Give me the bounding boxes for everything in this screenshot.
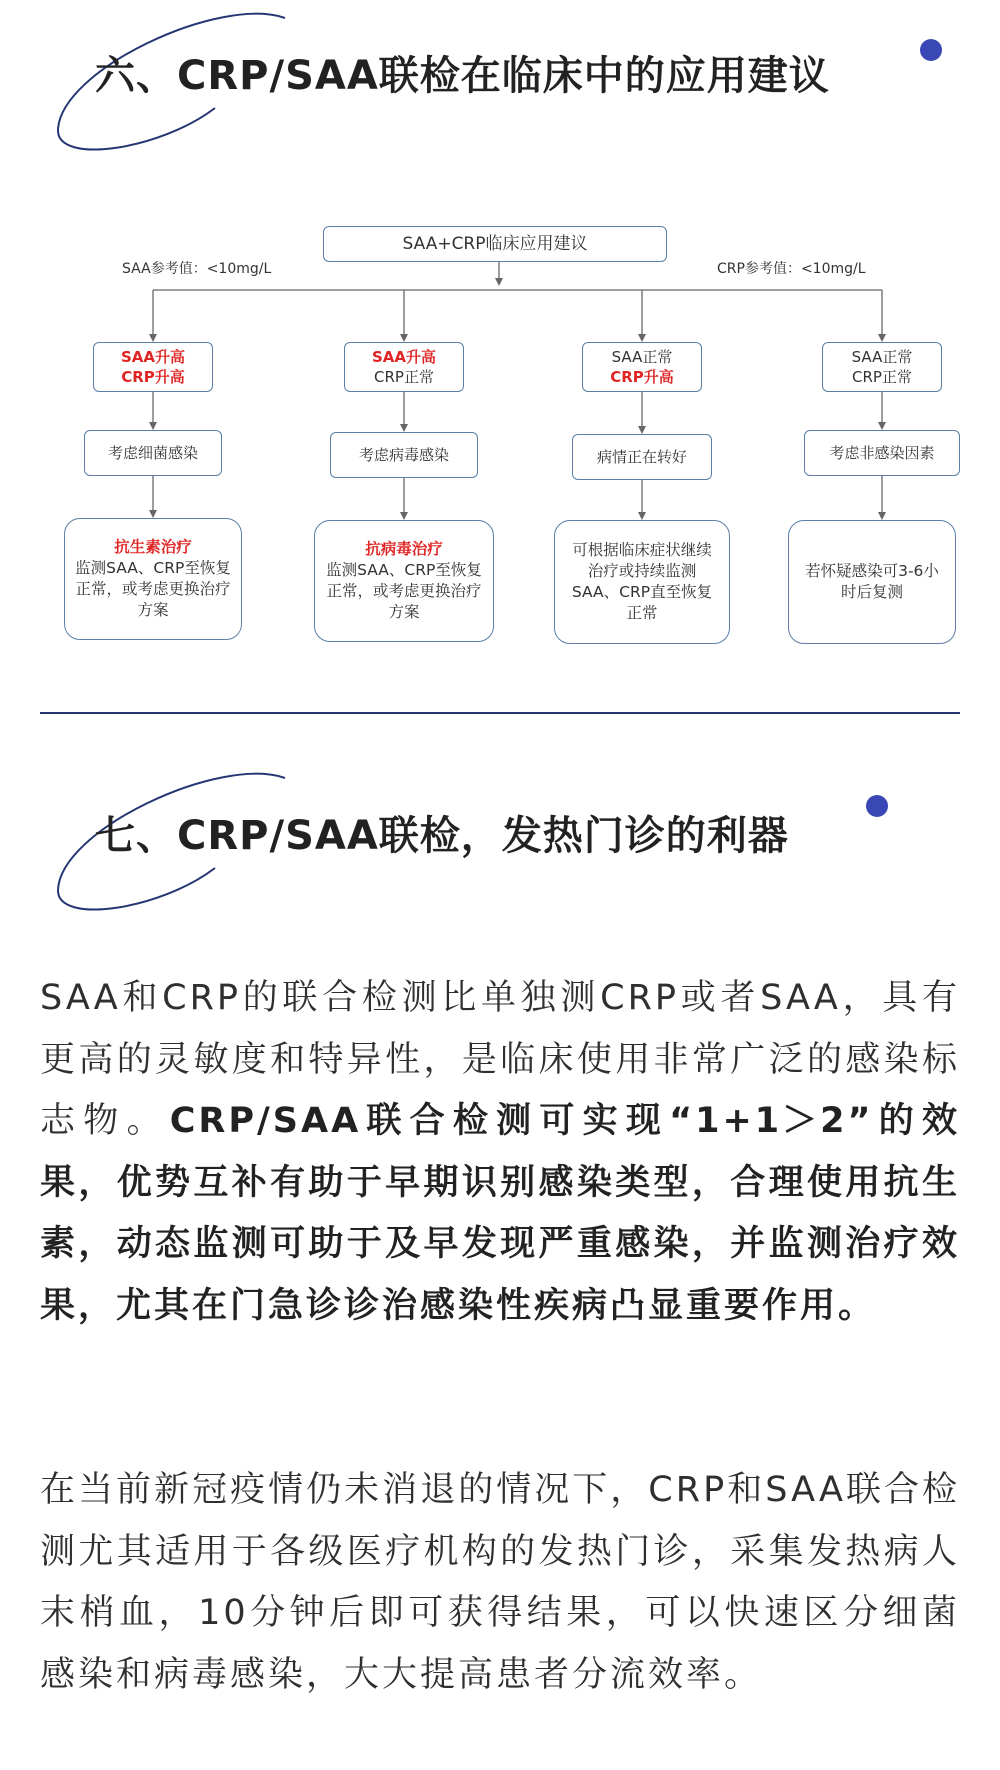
status-crp-label: CRP正常 xyxy=(374,368,434,386)
consider-label: 病情正在转好 xyxy=(596,448,687,466)
status-saa-label: SAA正常 xyxy=(851,348,913,366)
paragraph-text: 在当前新冠疫情仍未消退的情况下，CRP和SAA联合检测尤其适用于各级医疗机构的发热门诊，采集发热病人末梢血，10分钟后即可获得结果，可以快速区分细菌感染和病毒感染，大大提高患者分流效率。 xyxy=(40,1470,960,1695)
flow-root-box xyxy=(323,226,667,262)
status-box-saa-normal-crp-high xyxy=(582,342,702,392)
recommendation-body: 监测SAA、CRP至恢复正常，或考虑更换治疗方案 xyxy=(326,561,482,621)
recommendation-title: 抗病毒治疗 xyxy=(365,540,443,558)
paragraph-text: SAA和CRP的联合检测比单独测CRP或者SAA，具有更高的灵敏度和特异性，是临床使用非常广泛的感染标志物。 xyxy=(40,978,960,1141)
consider-box-improving xyxy=(572,434,712,480)
status-saa-label: SAA升高 xyxy=(120,348,186,366)
status-box-saa-normal-crp-normal xyxy=(822,342,942,392)
recommendation-box-antiviral xyxy=(314,520,494,642)
status-box-saa-high-crp-high xyxy=(93,342,213,392)
section-divider xyxy=(40,712,960,714)
status-box-saa-high-crp-normal xyxy=(344,342,464,392)
status-saa-label: SAA升高 xyxy=(371,348,437,366)
dot-icon xyxy=(866,795,888,817)
recommendation-title: 抗生素治疗 xyxy=(114,538,192,556)
consider-box-viral xyxy=(330,432,478,478)
consider-label: 考虑病毒感染 xyxy=(358,446,449,464)
status-crp-label: CRP升高 xyxy=(610,368,674,386)
section-title: 七、CRP/SAA联检，发热门诊的利器 xyxy=(95,813,789,859)
flow-root-label: SAA+CRP临床应用建议 xyxy=(402,234,588,254)
recommendation-box-retest xyxy=(788,520,956,644)
dot-icon xyxy=(920,39,942,61)
consider-box-bacterial xyxy=(84,430,222,476)
recommendation-body: 若怀疑感染可3-6小时后复测 xyxy=(805,562,939,601)
consider-label: 考虑非感染因素 xyxy=(829,444,935,462)
recommendation-body: 可根据临床症状继续治疗或持续监测SAA、CRP直至恢复正常 xyxy=(571,541,713,622)
flowchart xyxy=(40,210,960,650)
status-saa-label: SAA正常 xyxy=(611,348,673,366)
section-7-heading xyxy=(0,760,1000,920)
recommendation-box-continue xyxy=(554,520,730,644)
recommendation-body: 监测SAA、CRP至恢复正常，或考虑更换治疗方案 xyxy=(75,559,231,619)
saa-reference-label: SAA参考值：<10mg/L xyxy=(122,261,272,277)
consider-box-non-infectious xyxy=(804,430,960,476)
status-crp-label: CRP升高 xyxy=(121,368,185,386)
paragraph-bold-text: CRP/SAA联合检测可实现“1+1＞2”的效果，优势互补有助于早期识别感染类型，合理使用抗生素，动态监测可助于及早发现严重感染，并监测治疗效果，尤其在门急诊诊治感染性疾病凸显重要作用。 xyxy=(40,1101,960,1326)
section-title: 六、CRP/SAA联检在临床中的应用建议 xyxy=(95,53,830,99)
status-crp-label: CRP正常 xyxy=(852,368,912,386)
recommendation-box-antibiotic xyxy=(64,518,242,640)
consider-label: 考虑细菌感染 xyxy=(107,444,198,462)
section-6-heading xyxy=(0,0,1000,160)
body-paragraph-2 xyxy=(40,1460,960,1706)
crp-reference-label: CRP参考值：<10mg/L xyxy=(717,261,866,277)
body-paragraph-1 xyxy=(40,968,960,1337)
